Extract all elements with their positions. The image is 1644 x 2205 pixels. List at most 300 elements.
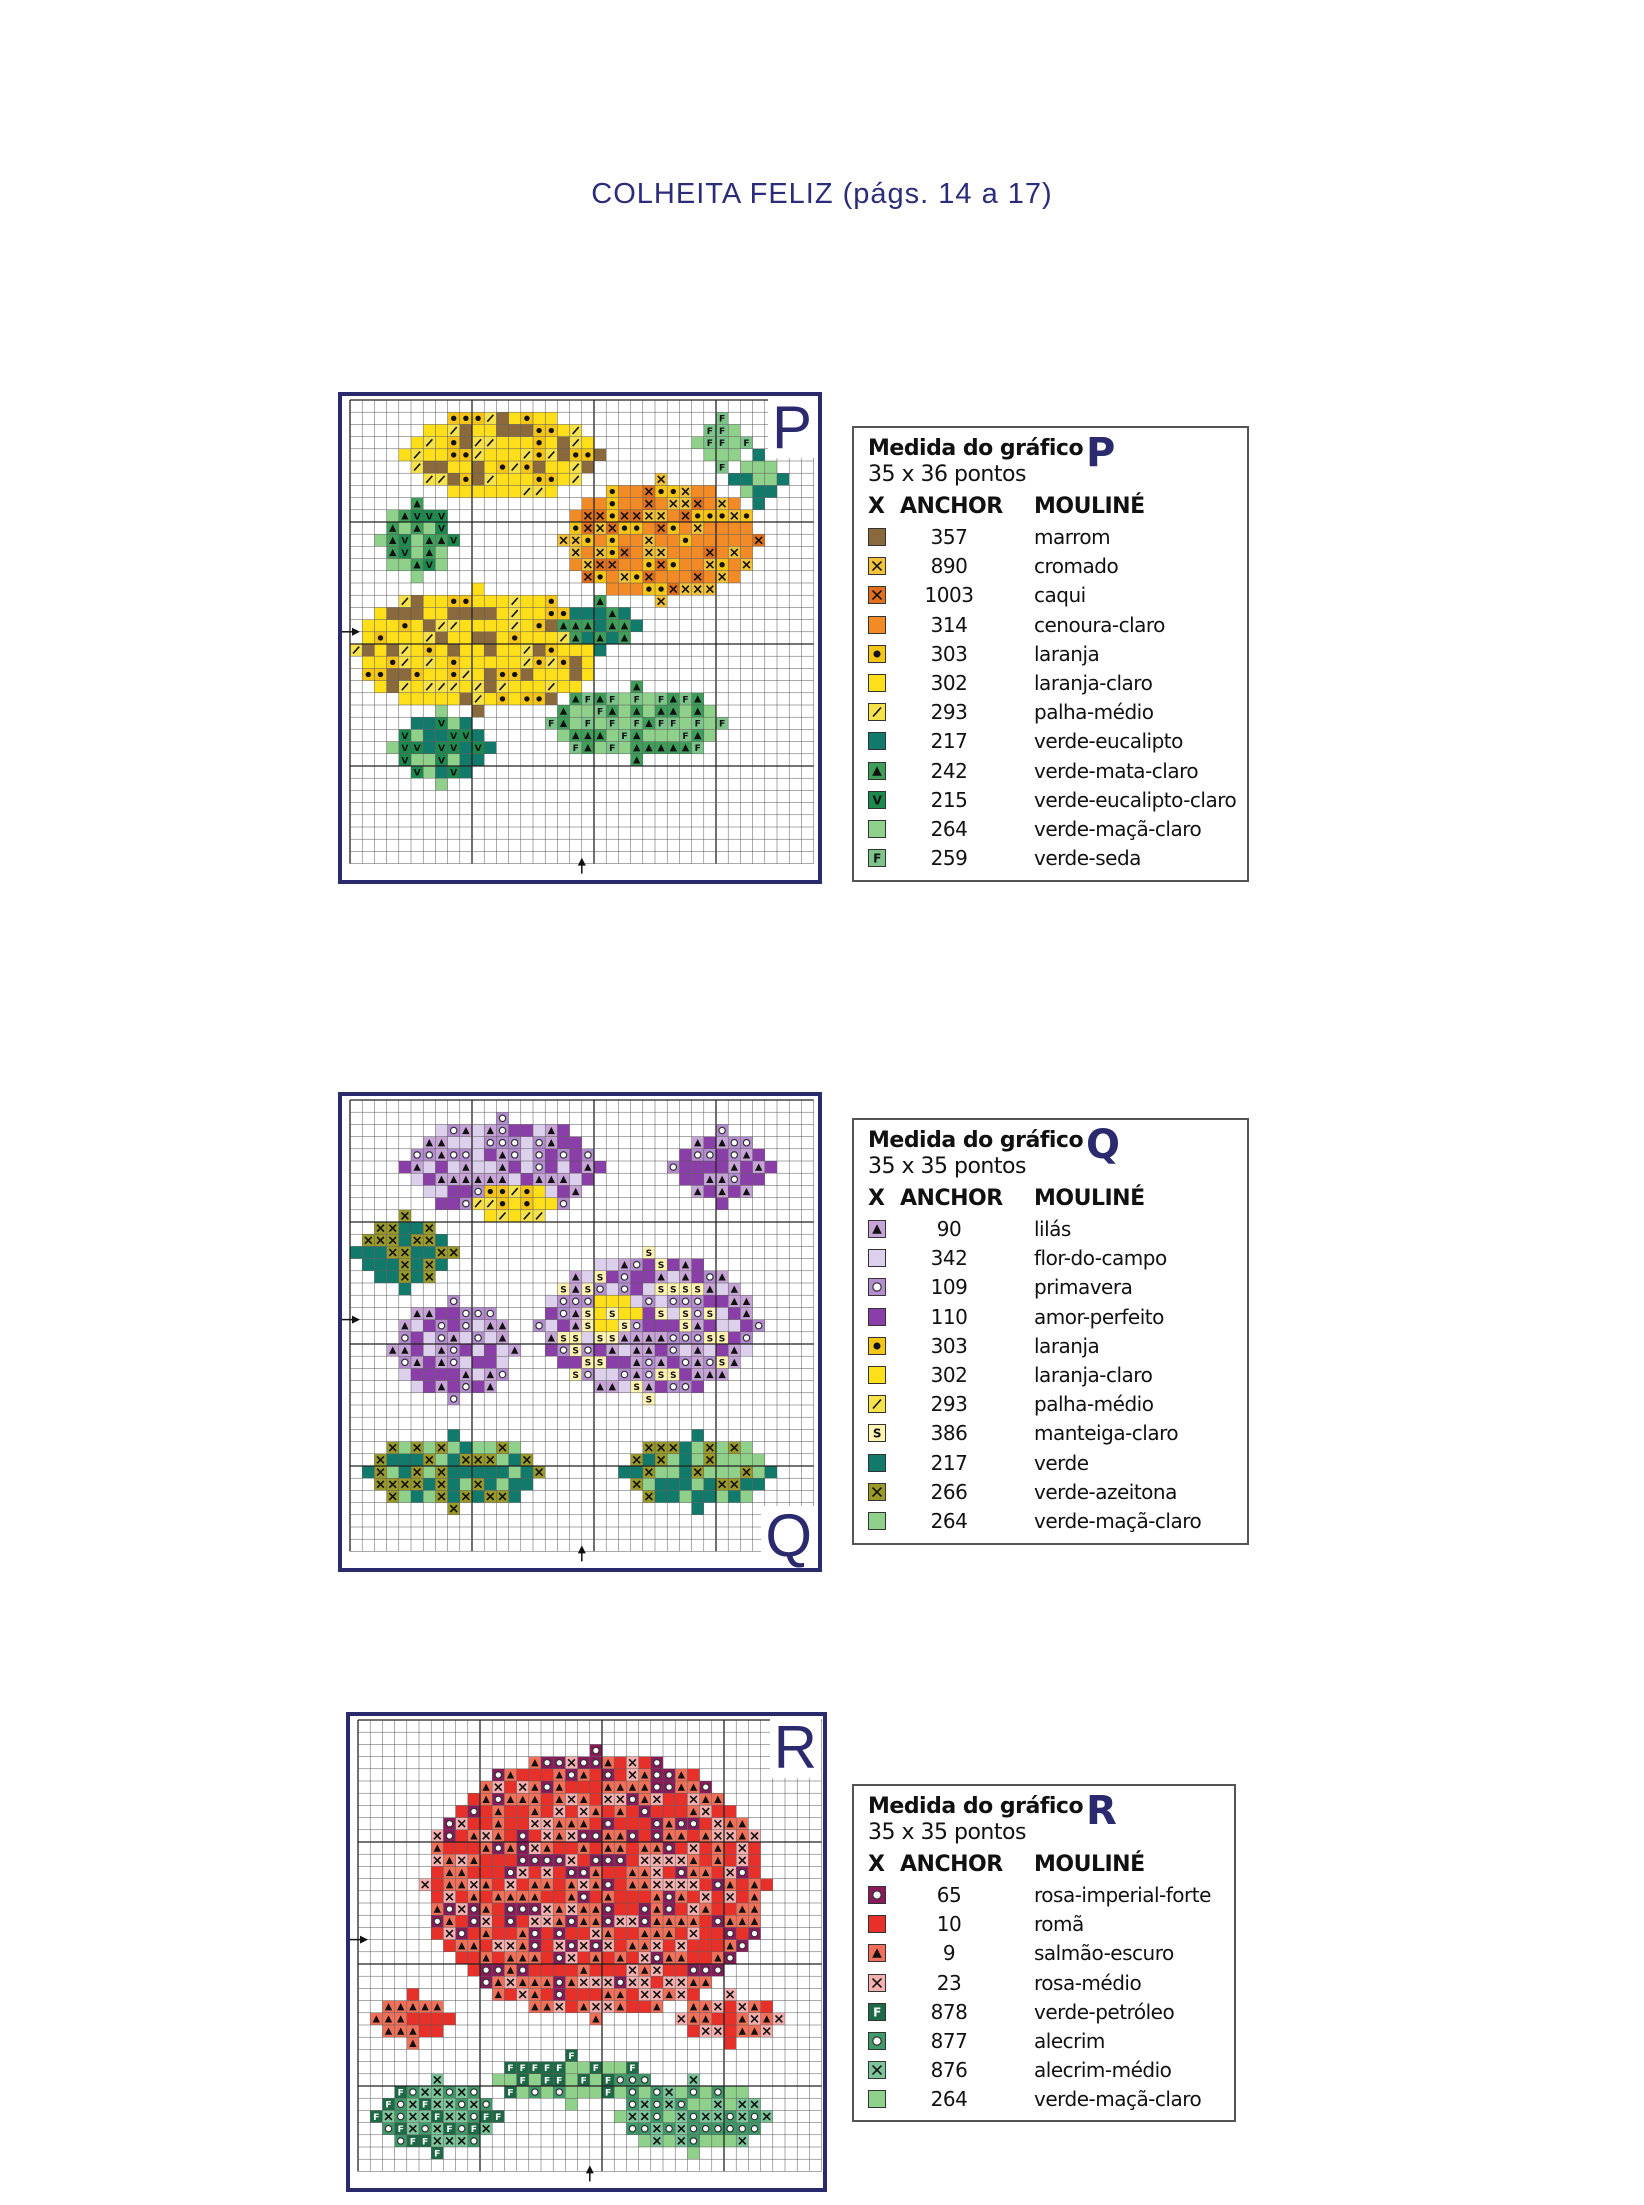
stitch-cell: [728, 1185, 740, 1197]
thread-name: verde: [1034, 1450, 1089, 1475]
stitch-cell: [667, 498, 679, 510]
stitch-cell: [484, 1307, 496, 1319]
stitch-cell: [521, 632, 533, 644]
stitch-cell: [496, 1454, 508, 1466]
svg-text:F: F: [495, 2112, 502, 2123]
stitch-cell: [395, 2001, 407, 2013]
stitch-cell: [590, 1793, 602, 1805]
stitch-cell: [578, 1781, 590, 1793]
svg-text:F: F: [694, 744, 701, 755]
stitch-cell: [736, 2135, 748, 2147]
stitch-cell: [456, 2110, 468, 2122]
stitch-cell: [590, 1940, 602, 1952]
stitch-cell: [736, 1854, 748, 1866]
stitch-cell: [700, 1830, 712, 1842]
stitch-cell: [435, 1490, 447, 1502]
stitch-cell: [460, 412, 472, 424]
stitch-cell: [492, 1964, 504, 1976]
stitch-cell: [700, 2013, 712, 2025]
stitch-cell: [387, 534, 399, 546]
stitch-cell: [618, 1356, 630, 1368]
stitch-cell: [590, 2001, 602, 2013]
stitch-cell: [618, 1466, 630, 1478]
stitch-cell: [582, 1307, 594, 1320]
svg-text:S: S: [572, 1334, 579, 1345]
svg-text:F: F: [621, 731, 628, 742]
stitch-cell: [472, 1356, 484, 1368]
stitch-cell: [724, 1830, 736, 1842]
thread-anchor-number: 259: [930, 846, 968, 871]
stitch-cell: [468, 1805, 480, 1817]
stitch-cell: [553, 1952, 565, 1964]
stitch-cell: [740, 1295, 752, 1307]
stitch-cell: [679, 1307, 691, 1320]
stitch-cell: [626, 1866, 638, 1878]
stitch-cell: [509, 1490, 521, 1502]
stitch-cell: [643, 1478, 655, 1490]
stitch-cell: [606, 1381, 618, 1393]
stitch-cell: [594, 632, 606, 644]
stitch-cell: [728, 1161, 740, 1173]
stitch-cell: [435, 1149, 447, 1161]
stitch-cell: [521, 461, 533, 473]
stitch-cell: [663, 1891, 675, 1903]
stitch-cell: [565, 2098, 577, 2110]
svg-text:S: S: [657, 1370, 665, 1381]
stitch-cell: [687, 1940, 699, 1952]
stitch-cell: [533, 485, 545, 497]
stitch-cell: [472, 668, 484, 680]
stitch-cell: [692, 1454, 704, 1466]
stitch-cell: [480, 1818, 492, 1830]
stitch-cell: [626, 1891, 638, 1903]
stitch-cell: [716, 1185, 728, 1197]
stitch-cell: [748, 1842, 760, 1854]
stitch-cell: [704, 498, 716, 510]
stitch-cell: [480, 2110, 492, 2123]
stitch-cell: [578, 1866, 590, 1878]
stitch-cell: [687, 2025, 699, 2037]
stitch-cell: [712, 1927, 724, 1939]
stitch-cell: [570, 1368, 582, 1381]
stitch-cell: [472, 583, 484, 595]
thread-name: amor-perfeito: [1034, 1304, 1164, 1329]
stitch-cell: [667, 729, 679, 741]
stitch-cell: [492, 1793, 504, 1805]
stitch-cell: [582, 729, 594, 741]
stitch-cell: [631, 1368, 643, 1380]
stitch-cell: [606, 607, 618, 619]
thread-name: cromado: [1034, 554, 1119, 579]
stitch-cell: [570, 742, 582, 755]
stitch-cell: [716, 424, 728, 437]
stitch-cell: [435, 632, 447, 644]
stitch-cell: [448, 534, 460, 547]
stitch-cell: [618, 485, 630, 497]
stitch-cell: [435, 766, 447, 778]
stitch-cell: [675, 1842, 687, 1854]
stitch-cell: [667, 1307, 679, 1319]
stitch-cell: [419, 2123, 431, 2135]
stitch-cell: [687, 1952, 699, 1964]
stitch-cell: [626, 1793, 638, 1805]
stitch-cell: [553, 1988, 565, 2000]
stitch-cell: [606, 1332, 618, 1345]
stitch-cell: [736, 2123, 748, 2135]
legend-row: [854, 2028, 1234, 2057]
stitch-cell: [692, 1185, 704, 1197]
stitch-cell: [472, 1490, 484, 1502]
stitch-cell: [626, 1915, 638, 1927]
legend-p-col-anchor: ANCHOR: [900, 494, 1003, 519]
stitch-cell: [675, 1915, 687, 1927]
stitch-cell: [748, 1903, 760, 1915]
stitch-cell: [692, 1356, 704, 1368]
stitch-cell: [557, 534, 569, 546]
stitch-cell: [541, 1940, 553, 1952]
stitch-cell: [509, 595, 521, 607]
stitch-cell: [679, 1149, 691, 1161]
stitch-cell: [675, 1976, 687, 1988]
svg-text:F: F: [421, 2100, 429, 2111]
stitch-cell: [496, 449, 508, 461]
svg-text:F: F: [604, 2088, 612, 2099]
stitch-cell: [411, 1478, 423, 1490]
stitch-cell: [570, 668, 582, 680]
svg-text:S: S: [657, 1285, 665, 1296]
stitch-cell: [521, 1454, 533, 1466]
stitch-cell: [395, 2086, 407, 2099]
stitch-cell: [557, 473, 569, 485]
thread-name: verde-eucalipto: [1034, 729, 1183, 754]
stitch-cell: [484, 1442, 496, 1454]
stitch-cell: [431, 1879, 443, 1891]
stitch-cell: [643, 1368, 655, 1380]
stitch-cell: [643, 498, 655, 510]
stitch-cell: [700, 1866, 712, 1878]
stitch-cell: [411, 546, 423, 558]
stitch-cell: [761, 1879, 773, 1891]
stitch-cell: [631, 1478, 643, 1490]
stitch-cell: [517, 1781, 529, 1793]
stitch-cell: [435, 620, 447, 632]
stitch-cell: [728, 546, 740, 558]
svg-text:V: V: [401, 536, 409, 547]
stitch-cell: [570, 1283, 582, 1295]
stitch-cell: [472, 644, 484, 656]
stitch-cell: [570, 1356, 582, 1368]
stitch-cell: [631, 583, 643, 595]
stitch-cell: [533, 424, 545, 436]
stitch-cell: [399, 1161, 411, 1173]
stitch-cell: [460, 742, 472, 754]
stitch-cell: [594, 449, 606, 461]
stitch-cell: [679, 1466, 691, 1478]
stitch-cell: [387, 1442, 399, 1454]
stitch-cell: [594, 620, 606, 632]
legend-row: [854, 1245, 1247, 1274]
stitch-cell: [655, 473, 667, 485]
stitch-cell: [626, 2110, 638, 2122]
stitch-cell: [382, 2013, 394, 2025]
stitch-cell: [606, 546, 618, 558]
stitch-cell: [582, 546, 594, 558]
stitch-cell: [570, 510, 582, 522]
svg-text:F: F: [657, 695, 665, 706]
stitch-cell: [517, 2062, 529, 2075]
stitch-cell: [712, 2086, 724, 2098]
stitch-cell: [529, 1976, 541, 1988]
stitch-cell: [606, 1356, 618, 1368]
stitch-cell: [545, 412, 557, 424]
stitch-cell: [667, 1161, 679, 1173]
stitch-cell: [350, 1246, 362, 1258]
stitch-cell: [496, 485, 508, 497]
stitch-cell: [606, 510, 618, 522]
stitch-cell: [655, 571, 667, 583]
stitch-cell: [468, 1964, 480, 1976]
stitch-cell: [761, 2110, 773, 2122]
stitch-cell: [533, 1466, 545, 1478]
stitch-cell: [651, 1866, 663, 1878]
stitch-cell: [529, 1769, 541, 1781]
stitch-cell: [570, 559, 582, 571]
stitch-cell: [643, 693, 655, 705]
stitch-cell: [740, 1185, 752, 1197]
stitch-cell: [602, 1891, 614, 1903]
stitch-cell: [411, 632, 423, 644]
stitch-cell: [472, 449, 484, 461]
stitch-cell: [643, 705, 655, 717]
stitch-cell: [419, 2025, 431, 2037]
stitch-cell: [565, 1793, 577, 1805]
stitch-cell: [565, 1976, 577, 1988]
stitch-cell: [399, 1283, 411, 1295]
stitch-cell: [529, 2062, 541, 2075]
stitch-cell: [423, 437, 435, 449]
stitch-cell: [504, 2074, 516, 2086]
stitch-cell: [541, 1952, 553, 1964]
stitch-cell: [545, 681, 557, 693]
stitch-cell: [374, 1271, 386, 1283]
thread-swatch: [868, 1886, 886, 1904]
stitch-cell: [484, 1332, 496, 1344]
stitch-cell: [448, 632, 460, 644]
legend-row: [854, 1970, 1234, 1999]
svg-text:V: V: [437, 512, 446, 523]
stitch-cell: [480, 1793, 492, 1805]
stitch-cell: [460, 1307, 472, 1319]
stitch-cell: [639, 1818, 651, 1830]
stitch-cell: [602, 1903, 614, 1915]
stitch-cell: [521, 1185, 533, 1197]
stitch-cell: [675, 1769, 687, 1781]
stitch-cell: [541, 1854, 553, 1866]
stitch-cell: [480, 1940, 492, 1952]
stitch-cell: [639, 2110, 651, 2122]
stitch-cell: [679, 559, 691, 571]
stitch-cell: [675, 1891, 687, 1903]
stitch-cell: [399, 668, 411, 680]
svg-text:V: V: [401, 756, 409, 767]
stitch-cell: [692, 1259, 704, 1271]
svg-text:F: F: [718, 414, 726, 425]
stitch-cell: [411, 1234, 423, 1246]
stitch-cell: [411, 1356, 423, 1368]
stitch-cell: [541, 1891, 553, 1903]
stitch-cell: [594, 1332, 606, 1345]
stitch-cell: [399, 754, 411, 767]
stitch-cell: [614, 1818, 626, 1830]
legend-p-letter: P: [1086, 430, 1116, 476]
stitch-cell: [655, 1259, 667, 1272]
stitch-cell: [472, 754, 484, 766]
stitch-cell: [374, 656, 386, 668]
svg-text:F: F: [409, 2137, 417, 2148]
stitch-cell: [748, 1927, 760, 1939]
stitch-cell: [435, 1356, 447, 1368]
stitch-cell: [362, 620, 374, 632]
stitch-cell: [529, 1952, 541, 1964]
stitch-cell: [468, 2135, 480, 2147]
stitch-cell: [460, 1173, 472, 1185]
stitch-cell: [399, 607, 411, 619]
stitch-cell: [533, 644, 545, 656]
stitch-cell: [570, 1271, 582, 1283]
thread-anchor-number: 217: [930, 1450, 968, 1475]
stitch-cell: [565, 1891, 577, 1903]
stitch-cell: [700, 1952, 712, 1964]
stitch-cell: [602, 2086, 614, 2099]
thread-anchor-number: 109: [930, 1275, 968, 1300]
stitch-cell: [374, 668, 386, 680]
stitch-cell: [496, 1112, 508, 1124]
stitch-cell: [472, 620, 484, 632]
stitch-cell: [631, 546, 643, 558]
stitch-cell: [606, 705, 618, 717]
stitch-cell: [570, 473, 582, 485]
stitch-cell: [712, 1952, 724, 1964]
stitch-cell: [643, 485, 655, 497]
stitch-cell: [753, 473, 765, 485]
stitch-cell: [557, 1149, 569, 1161]
stitch-cell: [626, 1757, 638, 1769]
stitch-cell: [582, 1295, 594, 1307]
svg-text:F: F: [633, 719, 640, 730]
stitch-cell: [484, 1454, 496, 1466]
stitch-cell: [753, 1454, 765, 1466]
stitch-cell: [700, 1793, 712, 1805]
stitch-cell: [374, 681, 386, 693]
thread-name: primavera: [1034, 1275, 1133, 1300]
stitch-cell: [496, 1173, 508, 1185]
stitch-cell: [631, 693, 643, 706]
thread-name: laranja-claro: [1034, 671, 1153, 695]
svg-text:S: S: [706, 1334, 714, 1345]
stitch-cell: [521, 424, 533, 436]
stitch-cell: [594, 571, 606, 583]
svg-text:S: S: [657, 1261, 665, 1272]
stitch-cell: [606, 1259, 618, 1271]
stitch-cell: [728, 498, 740, 510]
stitch-cell: [663, 1988, 675, 2000]
stitch-cell: [553, 1830, 565, 1842]
stitch-cell: [728, 473, 740, 485]
stitch-cell: [582, 522, 594, 534]
stitch-cell: [594, 510, 606, 522]
stitch-cell: [387, 1454, 399, 1466]
stitch-cell: [618, 1320, 630, 1333]
stitch-cell: [679, 571, 691, 583]
stitch-cell: [399, 693, 411, 705]
stitch-cell: [614, 1927, 626, 1939]
stitch-cell: [761, 2013, 773, 2025]
stitch-cell: [655, 595, 667, 607]
stitch-cell: [602, 1769, 614, 1781]
stitch-cell: [496, 607, 508, 619]
thread-swatch: [868, 762, 886, 780]
stitch-cell: [594, 522, 606, 534]
stitch-cell: [492, 1976, 504, 1988]
stitch-cell: [411, 461, 423, 473]
stitch-cell: [496, 1137, 508, 1149]
stitch-cell: [675, 1927, 687, 1939]
stitch-cell: [448, 607, 460, 619]
stitch-cell: [639, 2086, 651, 2098]
stitch-cell: [692, 1466, 704, 1478]
stitch-cell: [655, 1271, 667, 1283]
stitch-cell: [565, 2086, 577, 2098]
stitch-cell: [578, 1903, 590, 1915]
stitch-cell: [594, 729, 606, 741]
stitch-cell: [350, 644, 362, 656]
stitch-cell: [631, 1283, 643, 1295]
stitch-cell: [675, 2110, 687, 2122]
stitch-cell: [651, 1903, 663, 1915]
chart-r-grid: [346, 1712, 827, 2192]
stitch-cell: [460, 485, 472, 497]
svg-text:F: F: [543, 2064, 551, 2075]
svg-text:F: F: [580, 2076, 587, 2087]
stitch-cell: [411, 1173, 423, 1185]
stitch-cell: [565, 1903, 577, 1915]
stitch-cell: [602, 1830, 614, 1842]
stitch-cell: [423, 473, 435, 485]
stitch-cell: [443, 1842, 455, 1854]
stitch-cell: [553, 1964, 565, 1976]
stitch-cell: [602, 1818, 614, 1830]
stitch-cell: [724, 1988, 736, 2000]
stitch-cell: [456, 1854, 468, 1866]
stitch-cell: [517, 1769, 529, 1781]
stitch-cell: [553, 1879, 565, 1891]
stitch-cell: [614, 1793, 626, 1805]
stitch-cell: [692, 1368, 704, 1380]
svg-text:F: F: [482, 2112, 490, 2123]
stitch-cell: [460, 1198, 472, 1210]
stitch-cell: [557, 1344, 569, 1356]
stitch-cell: [362, 668, 374, 680]
stitch-cell: [521, 1137, 533, 1149]
svg-text:F: F: [609, 744, 616, 755]
stitch-cell: [639, 2001, 651, 2013]
stitch-cell: [468, 1879, 480, 1891]
stitch-cell: [740, 546, 752, 558]
thread-swatch: [868, 703, 886, 721]
thread-name: alecrim: [1034, 2029, 1105, 2053]
stitch-cell: [675, 1940, 687, 1952]
stitch-cell: [663, 2086, 675, 2098]
